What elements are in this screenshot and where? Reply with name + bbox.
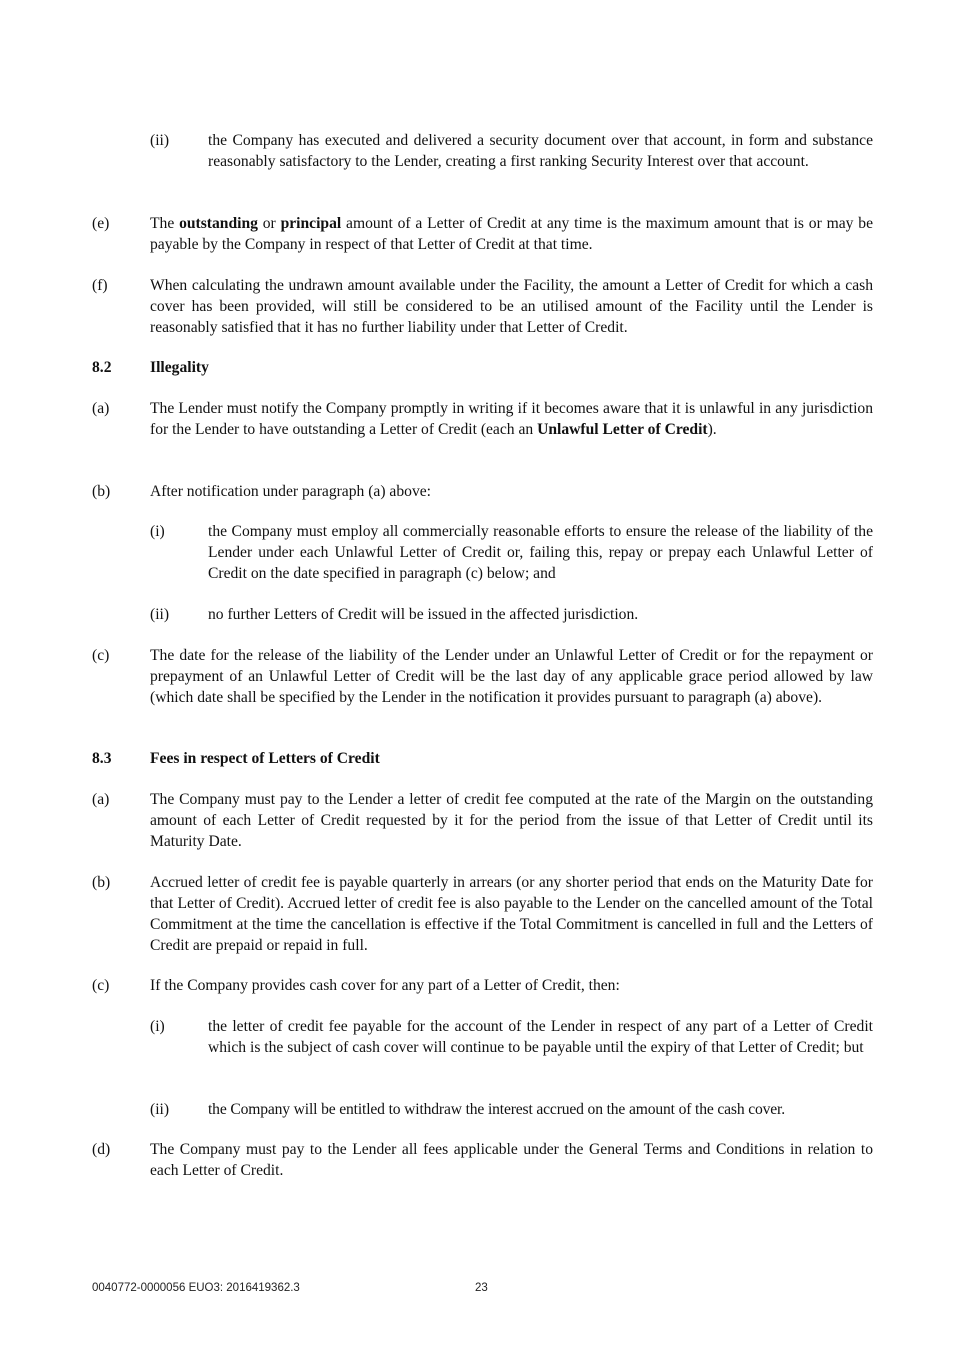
clause-text: the Company will be entitled to withdraw the interest accrued on the amount of the cash cover. — [208, 1101, 785, 1118]
clause-label: (ii) — [150, 132, 170, 149]
clause-text: Accrued letter of credit fee is payable quarterly in arrears (or any shorter period that ends on the Maturity Date for that Letter of Credit). Accrued letter of credit fee is also payable to the Lender on the cancelled amount of the Total Commitment at the time the cancellation is effective if the Total Commitment is cancelled in full and the Letters of Credit are prepaid or repaid in full. — [150, 874, 873, 954]
section-number: 8.3 — [92, 750, 112, 767]
clause-text — [150, 213, 873, 255]
clause-label: (e) — [92, 215, 110, 232]
clause-label: (i) — [150, 1018, 165, 1035]
clause-text: the Company has executed and delivered a security document over that account, in form and substance reasonably satisfactory to the Lender, creating a first ranking Security Interest over that account. — [208, 132, 873, 170]
section-title: Illegality — [150, 359, 209, 376]
clause-text — [150, 398, 873, 440]
clause-label: (a) — [92, 791, 110, 808]
clause-label: (c) — [92, 977, 110, 994]
footer-page-number: 23 — [475, 1282, 488, 1294]
text-run: The — [150, 215, 180, 232]
text-run: amount of a Letter of Credit at any time is the maximum amount that is or may be payable by the Company in respect of that Letter of Credit at that time. — [150, 215, 873, 253]
clause-label: (c) — [92, 647, 110, 664]
clause-label: (b) — [92, 483, 111, 500]
text-run: ). — [707, 421, 717, 438]
defined-term-principal: principal — [280, 215, 342, 232]
clause-text: The Company must pay to the Lender all fees applicable under the General Terms and Conditions in relation to each Letter of Credit. — [150, 1141, 873, 1179]
defined-term-outstanding: outstanding — [179, 215, 258, 232]
clause-text: The Company must pay to the Lender a letter of credit fee computed at the rate of the Margin on the outstanding amount of each Letter of Credit requested by it for the period from the issue of that Letter of Credit until its Maturity Date. — [150, 791, 873, 850]
clause-label: (d) — [92, 1141, 111, 1158]
section-number: 8.2 — [92, 359, 112, 376]
clause-text: The date for the release of the liability of the Lender under an Unlawful Letter of Credit or for the repayment or prepayment of an Unlawful Letter of Credit will be the last day of any applicable grace period allowed by law (which date shall be specified by the Lender in the notification it provides pursuant to paragraph (a) above). — [150, 647, 873, 706]
clause-text: the letter of credit fee payable for the account of the Lender in respect of any part of a Letter of Credit which is the subject of cash cover will continue to be payable until the expiry of that Letter of Credit; but — [208, 1018, 873, 1056]
clause-text: the Company must employ all commercially reasonable efforts to ensure the release of the liability of the Lender under each Unlawful Letter of Credit or, failing this, repay or prepay each Unlawful Letter of Credit on the date specified in paragraph (c) below; and — [208, 523, 873, 582]
clause-text: After notification under paragraph (a) above: — [150, 483, 431, 500]
clause-text: If the Company provides cash cover for any part of a Letter of Credit, then: — [150, 977, 620, 994]
clause-text: When calculating the undrawn amount available under the Facility, the amount a Letter of Credit for which a cash cover has been provided, will still be considered to be an utilised amount of the Facility until the Lender is reasonably satisfied that it has no further liability under that Letter of Credit. — [150, 277, 873, 336]
clause-text: no further Letters of Credit will be issued in the affected jurisdiction. — [208, 606, 639, 623]
clause-label: (ii) — [150, 1101, 170, 1118]
text-run: or — [257, 215, 281, 232]
text-run: The Lender must notify the Company promptly in writing if it becomes aware that it is unlawful in any jurisdiction for the Lender to have outstanding a Letter of Credit (each an — [150, 400, 873, 438]
footer-doc-ref: 0040772-0000056 EUO3: 2016419362.3 — [92, 1282, 300, 1294]
clause-label: (b) — [92, 874, 111, 891]
clause-label: (f) — [92, 277, 108, 294]
section-title: Fees in respect of Letters of Credit — [150, 750, 380, 767]
defined-term-unlawful-letter: Unlawful Letter of Credit — [537, 421, 708, 438]
clause-label: (ii) — [150, 606, 170, 623]
clause-label: (i) — [150, 523, 165, 540]
clause-label: (a) — [92, 400, 110, 417]
